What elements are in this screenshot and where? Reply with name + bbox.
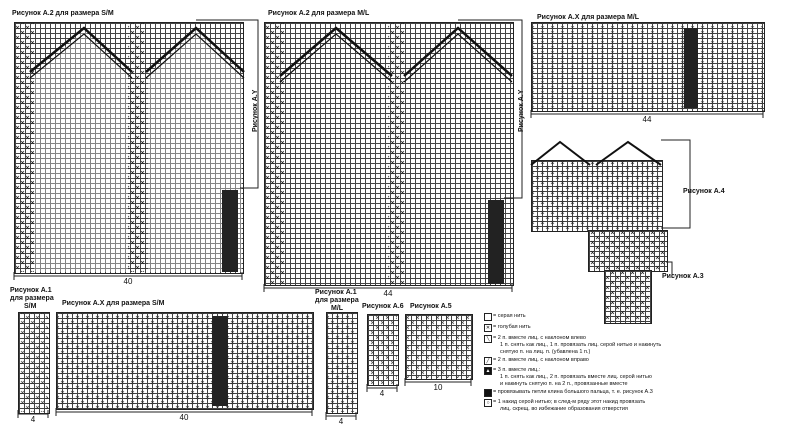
legend-item-8: и накинуть снятую п. на 2 п., провязанные вместе <box>500 381 628 387</box>
width-a1-ml: 4 <box>338 417 344 426</box>
a2-ml-thumb-gusset <box>488 200 504 284</box>
title-a1-ml-line1: Рисунок А.1 <box>315 289 357 296</box>
title-a4: Рисунок А.4 <box>683 188 725 195</box>
empty-square-icon <box>484 313 492 321</box>
legend-item-0: = серая нить <box>493 313 526 319</box>
title-ay-left: Рисунок А.Y <box>252 89 259 132</box>
title-ax-ml: Рисунок А.Х для размера M/L <box>537 14 640 21</box>
title-a1-sm-line3: S/M <box>24 303 37 310</box>
a1-sm-cross-pattern <box>18 312 48 412</box>
width-a1-sm: 4 <box>30 415 36 424</box>
legend-item-4: снятую п. на лиц. п. (убавлена 1 п.) <box>500 349 591 355</box>
width-a5: 10 <box>433 383 443 392</box>
ax-sm-thumb-gusset <box>212 316 228 406</box>
legend-item-11: лиц. скрещ. во избежание образования отверстия <box>500 406 628 412</box>
cross-square-icon: ✕ <box>485 325 491 331</box>
a3-upper-cross-pattern <box>588 230 666 270</box>
a6-cross-pattern <box>367 314 397 384</box>
width-a2-ml: 44 <box>383 289 393 298</box>
a1-ml-cross-pattern <box>326 312 356 412</box>
legend-item-7: 1 п. снять как лиц., 2 п. провязать вместе лиц. серой нитью <box>500 374 652 380</box>
legend-item-2: = 2 п. вместе лиц. с наклоном влево <box>493 335 586 341</box>
a2-ml-mid-cross-column <box>388 22 406 284</box>
a5-cross-pattern <box>405 314 471 378</box>
title-a1-ml-line3: M/L <box>331 305 344 312</box>
title-a1-sm-line1: Рисунок А.1 <box>10 287 52 294</box>
title-a2-ml: Рисунок А.2 для размера M/L <box>268 10 370 17</box>
ax-ml-thumb-gusset <box>684 28 698 108</box>
legend-item-3: 1 п. снять как лиц., 1 п. провязать лиц. серой нитью и накинуть <box>500 342 662 348</box>
title-a1-sm-line2: для размера <box>10 295 54 302</box>
legend-item-6: = 3 п. вместе лиц.: <box>493 367 541 373</box>
a2-sm-left-light-area <box>34 30 128 272</box>
ax-ml-cross-pattern <box>531 22 763 110</box>
legend-item-5: = 2 п. вместе лиц. с наклоном вправо <box>493 357 589 363</box>
a3-lower-cross-pattern <box>604 270 650 322</box>
title-a3: Рисунок А.3 <box>662 273 704 280</box>
ax-sm-cross-pattern <box>56 312 312 408</box>
legend-item-10: = 1 накид серой нитью; в след-м ряду этот накид провязать <box>493 399 646 405</box>
legend-item-9: = провязывать петли клина большого пальца, т. е. рисунок А.3 <box>493 389 653 395</box>
title-a2-sm: Рисунок А.2 для размера S/M <box>12 10 114 17</box>
legend-item-1: = голубая нить <box>493 324 531 330</box>
width-ax-sm: 40 <box>179 413 189 422</box>
a2-ml-left-cross-column <box>264 22 284 284</box>
title-a1-ml-line2: для размера <box>315 297 359 304</box>
a2-sm-thumb-gusset <box>222 190 238 272</box>
right-slant-icon: ╱ <box>484 357 492 365</box>
a2-sm-mid-cross-column <box>128 22 146 272</box>
title-ax-sm: Рисунок А.Х для размера S/M <box>62 300 165 307</box>
filled-square-icon <box>484 389 492 397</box>
title-a6: Рисунок А.6 <box>362 303 404 310</box>
a2-sm-left-cross-column <box>14 22 34 272</box>
a4-cross-pattern <box>531 160 661 230</box>
width-a2-sm: 40 <box>123 277 133 286</box>
yarn-over-icon: ○ <box>484 399 492 407</box>
title-a5: Рисунок А.5 <box>410 303 452 310</box>
triangle-icon: ▲ <box>485 368 491 374</box>
width-a6: 4 <box>379 389 385 398</box>
width-ax-ml: 44 <box>642 115 652 124</box>
left-slant-icon: ╲ <box>484 335 492 343</box>
title-ay-mid: Рисунок А.Y <box>518 89 525 132</box>
